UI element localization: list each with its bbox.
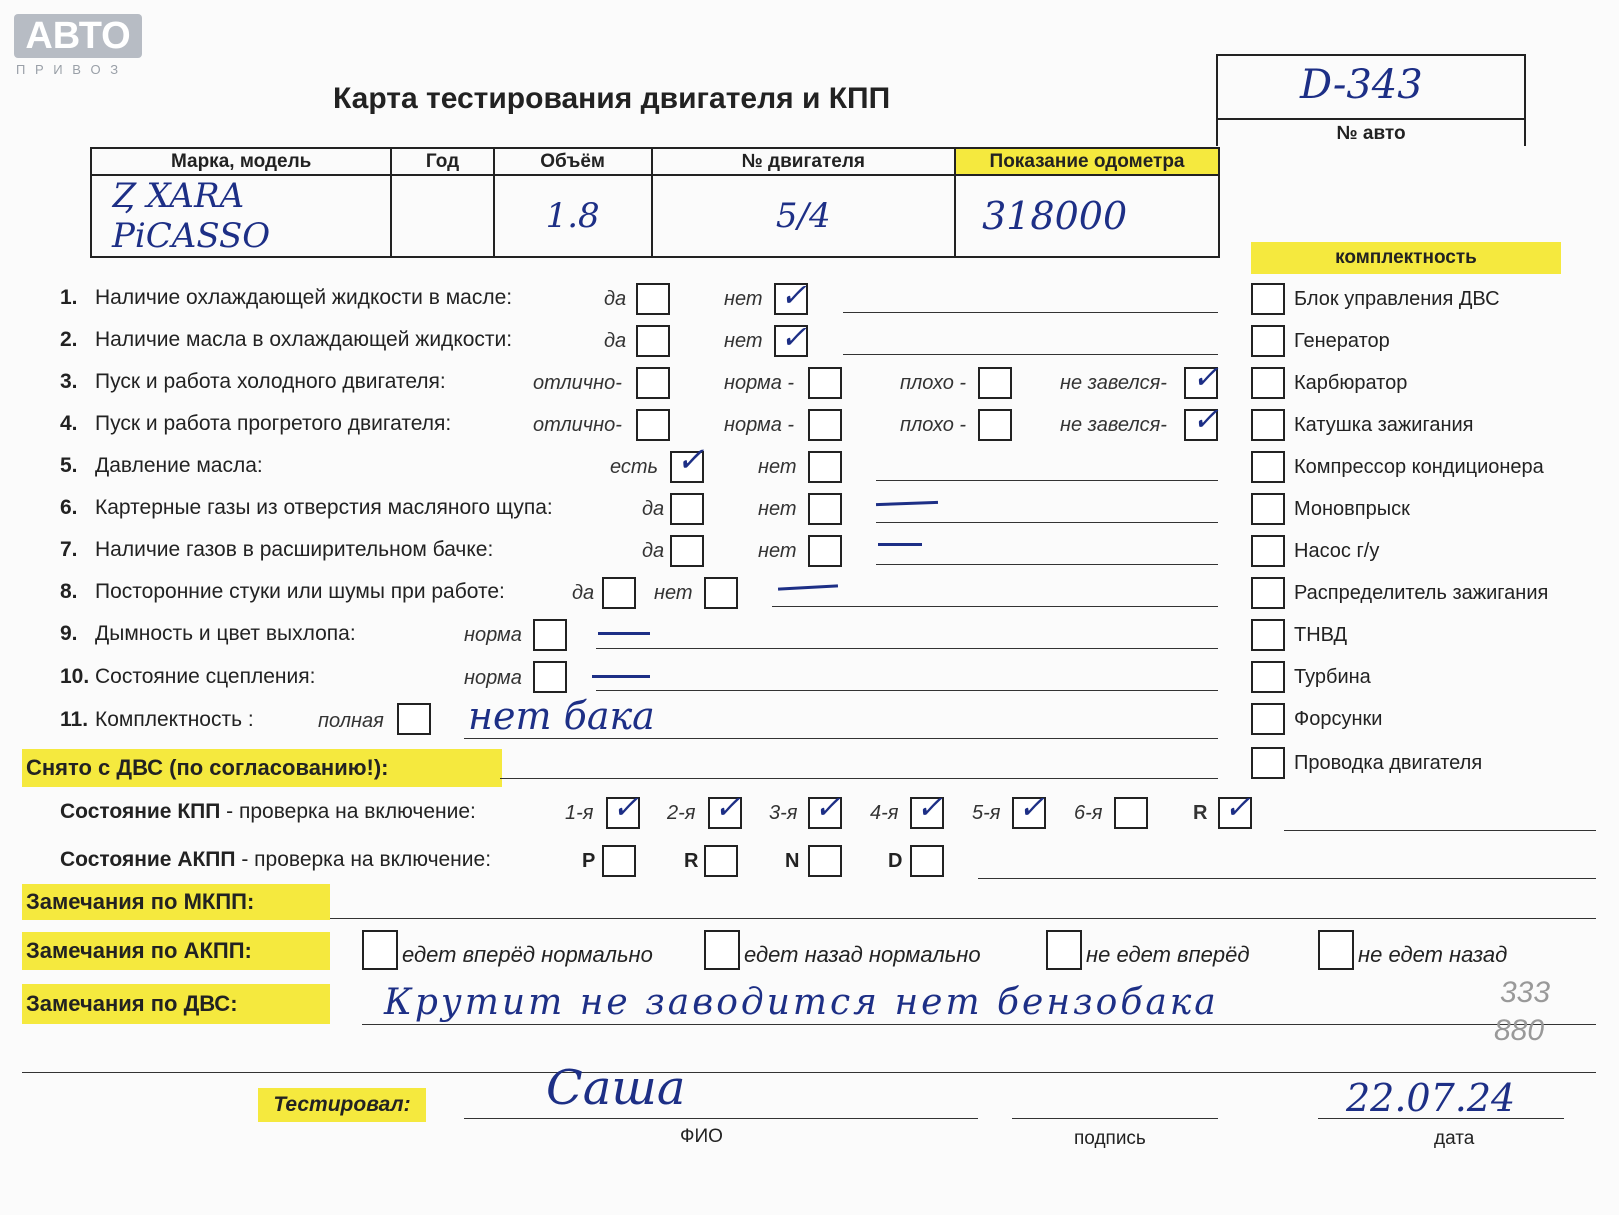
col-odometer: Показание одометра (955, 148, 1219, 175)
option-checkbox[interactable] (636, 325, 670, 357)
check-label: Наличие масла в охлаждающей жидкости: (95, 328, 513, 351)
remarks-dvs-label: Замечания по ДВС: (22, 984, 330, 1024)
test-date: 22.07.24 (1346, 1076, 1516, 1120)
akpp-mode-label: N (785, 850, 800, 872)
option-checkbox[interactable] (808, 451, 842, 483)
note-line (1284, 830, 1596, 831)
name-caption: ФИО (680, 1126, 723, 1147)
option-label: плохо - (900, 414, 967, 436)
note-line (978, 878, 1596, 879)
akpp-mode-label: D (888, 850, 903, 872)
completeness-item: Компрессор кондиционера (1294, 456, 1544, 478)
dash-mark (878, 543, 922, 546)
col-engine-no: № двигателя (652, 148, 956, 175)
check-number: 6. (60, 496, 78, 519)
check-mark-icon: ✓ (1018, 788, 1045, 826)
col-make-model: Марка, модель (91, 148, 391, 175)
card-number-box (1216, 54, 1526, 146)
akpp-remark-label: едет вперёд нормально (402, 942, 653, 967)
option-label: норма (464, 667, 522, 689)
note-line (876, 564, 1218, 565)
check-label: Картерные газы из отверстия масляного щупа: (95, 496, 553, 519)
akpp-remark-checkbox[interactable] (362, 930, 398, 970)
gear-label: 4-я (870, 802, 899, 824)
completeness-checkbox[interactable] (1251, 619, 1285, 651)
completeness-item: Карбюратор (1294, 372, 1408, 394)
option-checkbox[interactable] (808, 409, 842, 441)
completeness-checkbox[interactable] (1251, 747, 1285, 779)
akpp-remark-label: не едет вперёд (1086, 942, 1250, 967)
logo (14, 14, 144, 78)
gear-label: 5-я (972, 802, 1001, 824)
option-checkbox[interactable] (808, 367, 842, 399)
option-label: отлично- (533, 414, 622, 436)
completeness-checkbox[interactable] (1251, 493, 1285, 525)
akpp-mode-label: R (684, 850, 699, 872)
akpp-mode-checkbox[interactable] (704, 845, 738, 877)
completeness-checkbox[interactable] (1251, 367, 1285, 399)
vehicle-table (90, 147, 1220, 258)
check-mark-icon: ✓ (780, 318, 807, 356)
akpp-remark-checkbox[interactable] (1318, 930, 1354, 970)
make-model-text: XARA PiCASSO (112, 176, 271, 256)
option-label: нет (654, 582, 693, 604)
kpp-label-bold: Состояние КПП (60, 800, 221, 823)
completeness-item: Распределитель зажигания (1294, 582, 1549, 604)
completeness-note: нет бака (468, 694, 655, 738)
option-checkbox[interactable] (602, 577, 636, 609)
engine-no-value: 5/4 (652, 175, 956, 257)
akpp-remark-label: едет назад нормально (744, 942, 981, 967)
completeness-item: Форсунки (1294, 708, 1383, 730)
note-line (500, 778, 1218, 779)
option-checkbox[interactable] (978, 409, 1012, 441)
option-label: нет (724, 330, 763, 352)
check-number: 5. (60, 454, 78, 477)
akpp-remark-label: не едет назад (1358, 942, 1508, 967)
check-number: 9. (60, 622, 78, 645)
name-line (464, 1118, 978, 1119)
check-mark-icon: ✓ (714, 788, 741, 826)
remarks-dvs-text: Крутит не заводится нет бензобака (384, 982, 1219, 1023)
completeness-checkbox[interactable] (1251, 325, 1285, 357)
note-line (843, 312, 1218, 313)
kpp-label (60, 800, 476, 824)
odometer-value: 318000 (955, 175, 1219, 257)
option-label: не завелся- (1060, 372, 1167, 394)
check-number: 2. (60, 328, 78, 351)
separator-line (22, 1072, 1596, 1073)
option-label: есть (610, 456, 659, 478)
check-label: Посторонние стуки или шумы при работе: (95, 580, 505, 603)
dash-mark (592, 675, 650, 678)
completeness-header: комплектность (1251, 242, 1561, 274)
check-label: Пуск и работа холодного двигателя: (95, 370, 446, 393)
option-label: да (604, 288, 627, 310)
note-line (464, 738, 1218, 739)
check-number: 7. (60, 538, 78, 561)
check-mark-icon: ✓ (780, 276, 807, 314)
gear-label: 6-я (1074, 802, 1103, 824)
option-label: норма (464, 624, 522, 646)
akpp-mode-checkbox[interactable] (602, 845, 636, 877)
check-mark-icon: ✓ (1192, 400, 1219, 438)
make-model-value (91, 175, 391, 257)
note-line (362, 1024, 1596, 1025)
akpp-remark-checkbox[interactable] (704, 930, 740, 970)
page-title: Карта тестирования двигателя и КПП (333, 82, 891, 115)
completeness-item: Проводка двигателя (1294, 752, 1483, 774)
option-label: да (604, 330, 627, 352)
option-label: нет (758, 540, 797, 562)
side-note-a: 333 (1500, 976, 1551, 1009)
completeness-checkbox[interactable] (1251, 451, 1285, 483)
option-checkbox[interactable] (808, 535, 842, 567)
note-line (596, 648, 1218, 649)
check-label: Состояние сцепления: (95, 665, 316, 688)
check-number: 10. (60, 665, 90, 688)
date-line (1318, 1118, 1564, 1119)
option-label: да (642, 540, 665, 562)
akpp-label-suffix: - проверка на включение: (235, 848, 492, 871)
logo-main: АВТО (14, 14, 142, 58)
completeness-checkbox[interactable] (1251, 661, 1285, 693)
check-number: 3. (60, 370, 78, 393)
gear-label: 3-я (769, 802, 798, 824)
option-checkbox[interactable] (533, 619, 567, 651)
option-label: да (572, 582, 595, 604)
option-label: плохо - (900, 372, 967, 394)
option-checkbox[interactable] (397, 703, 431, 735)
option-label: не завелся- (1060, 414, 1167, 436)
side-note-b: 880 (1494, 1014, 1545, 1047)
option-checkbox[interactable] (808, 493, 842, 525)
tester-name: Саша (546, 1060, 686, 1116)
check-label: Давление масла: (95, 454, 263, 477)
dash-mark (598, 632, 650, 635)
removed-label: Снято с ДВС (по согласованию!): (22, 749, 502, 787)
check-mark-icon: ✓ (676, 440, 705, 480)
gear-label: 1-я (565, 802, 594, 824)
check-mark-icon: ✓ (1192, 358, 1219, 396)
completeness-item: Турбина (1294, 666, 1371, 688)
check-number: 8. (60, 580, 78, 603)
option-checkbox[interactable] (636, 367, 670, 399)
completeness-item: Блок управления ДВС (1294, 288, 1500, 310)
option-label: норма - (724, 414, 795, 436)
option-checkbox[interactable] (704, 577, 738, 609)
col-year: Год (391, 148, 493, 175)
note-line (772, 606, 1218, 607)
option-checkbox[interactable] (533, 661, 567, 693)
akpp-mode-checkbox[interactable] (808, 845, 842, 877)
col-volume: Объём (494, 148, 652, 175)
option-label: нет (724, 288, 763, 310)
check-number: 4. (60, 412, 78, 435)
option-checkbox[interactable] (636, 283, 670, 315)
volume-value: 1.8 (494, 175, 652, 257)
gear-label: 2-я (667, 802, 696, 824)
logo-sub: П Р И В О З (16, 62, 122, 77)
akpp-mode-label: P (582, 850, 596, 872)
akpp-mode-checkbox[interactable] (910, 845, 944, 877)
option-label: нет (758, 456, 797, 478)
completeness-checkbox[interactable] (1251, 535, 1285, 567)
completeness-checkbox[interactable] (1251, 283, 1285, 315)
tester-label: Тестировал: (258, 1088, 426, 1122)
check-number: 11. (60, 708, 89, 731)
check-label: Пуск и работа прогретого двигателя: (95, 412, 452, 435)
check-mark-icon: ✓ (916, 788, 943, 826)
check-label: Дымность и цвет выхлопа: (95, 622, 356, 645)
option-label: да (642, 498, 665, 520)
option-label: нет (758, 498, 797, 520)
note-line (330, 918, 1596, 919)
gear-label: R (1193, 802, 1208, 824)
option-checkbox[interactable] (636, 409, 670, 441)
kpp-label-suffix: - проверка на включение: (220, 800, 476, 823)
date-caption: дата (1434, 1128, 1475, 1149)
check-number: 1. (60, 286, 78, 309)
dash-mark (876, 501, 938, 506)
signature-line (1012, 1118, 1218, 1119)
option-label: отлично- (533, 372, 622, 394)
check-label: Наличие охлаждающей жидкости в масле: (95, 286, 513, 309)
completeness-item: Моновпрыск (1294, 498, 1410, 520)
check-label: Наличие газов в расширительном бачке: (95, 538, 494, 561)
completeness-checkbox[interactable] (1251, 577, 1285, 609)
completeness-item: ТНВД (1294, 624, 1348, 646)
akpp-label (60, 848, 491, 872)
remarks-akpp-label: Замечания по АКПП: (22, 932, 330, 970)
signature-caption: подпись (1074, 1128, 1146, 1149)
akpp-remark-checkbox[interactable] (1046, 930, 1082, 970)
completeness-checkbox[interactable] (1251, 409, 1285, 441)
akpp-label-bold: Состояние АКПП (60, 848, 236, 871)
card-number-label: № авто (1218, 118, 1524, 145)
note-line (876, 480, 1218, 481)
check-label: Комплектность : (95, 708, 254, 731)
option-checkbox[interactable] (978, 367, 1012, 399)
completeness-item: Насос г/у (1294, 540, 1380, 562)
check-mark-icon: ✓ (1224, 788, 1251, 826)
note-line (843, 354, 1218, 355)
note-line (596, 690, 1218, 691)
option-label: норма - (724, 372, 795, 394)
check-mark-icon: ✓ (814, 788, 841, 826)
make-model-prefix: Ȥ (112, 176, 136, 216)
completeness-item: Генератор (1294, 330, 1390, 352)
completeness-checkbox[interactable] (1251, 703, 1285, 735)
completeness-item: Катушка зажигания (1294, 414, 1474, 436)
option-label: полная (318, 710, 384, 732)
remarks-mkpp-label: Замечания по МКПП: (22, 884, 330, 920)
note-line (876, 522, 1218, 523)
option-checkbox[interactable] (670, 535, 704, 567)
year-value (391, 175, 493, 257)
dash-mark (778, 584, 838, 590)
card-number-value: D-343 (1300, 62, 1423, 108)
option-checkbox[interactable] (670, 493, 704, 525)
gear-checkbox[interactable] (1114, 797, 1148, 829)
check-mark-icon: ✓ (612, 788, 639, 826)
